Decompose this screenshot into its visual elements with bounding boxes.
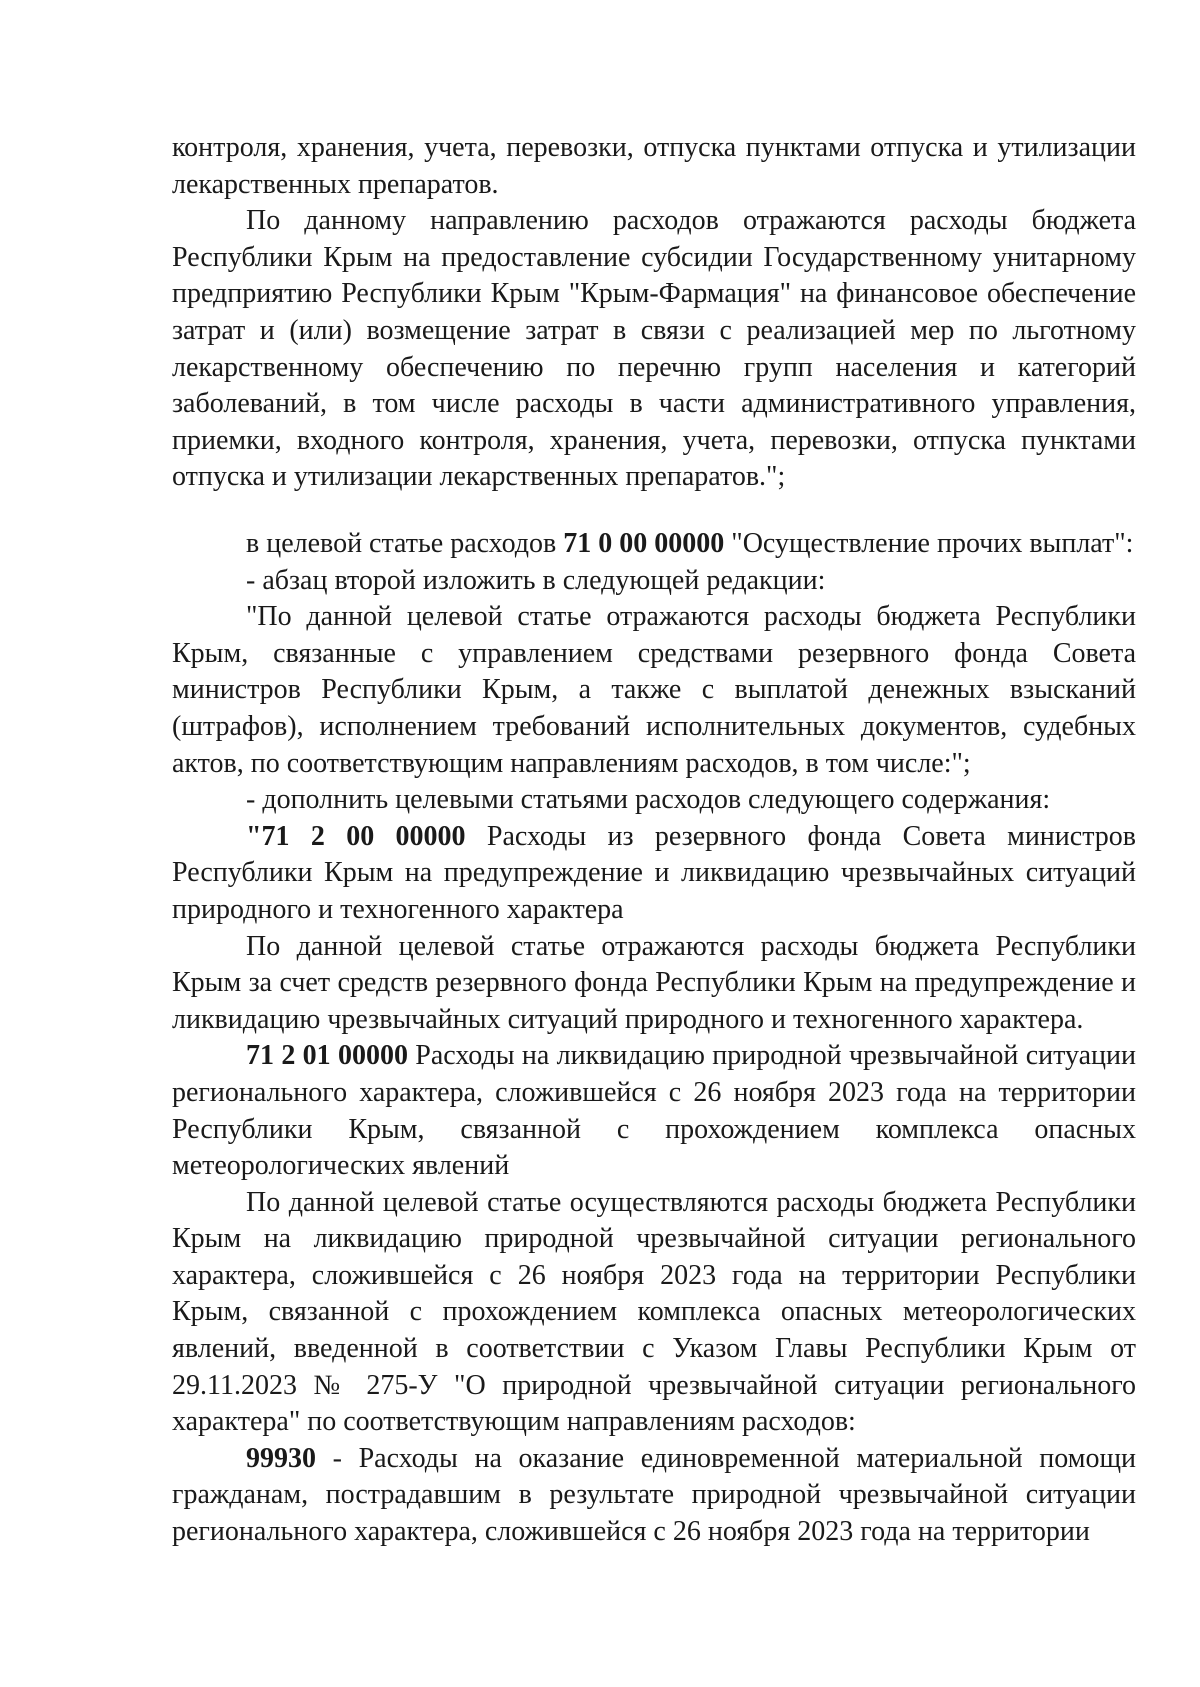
paragraph-text: в целевой статье расходов	[246, 528, 564, 559]
target-article-code: 71 0 00 00000	[563, 528, 725, 559]
paragraph: По данному направлению расходов отражаются расходы бюджета Республики Крым на предоставление субсидии Государственному унитарному предприятию Республики Крым "Крым-Фармация" на финансовое обеспечение затрат и (или) возмещение затрат в связи с реализацией мер по льготному лекарственному обеспечению по перечню групп населения и категорий заболеваний, в том числе расходы в части административного управления, приемки, входного контроля, хранения, учета, перевозки, отпуска пунктами отпуска и утилизации лекарственных препаратов.";	[172, 205, 1136, 493]
text-block-top	[172, 130, 1136, 496]
target-article-code: 71 2 01 00000	[246, 1040, 408, 1072]
paragraph-text: Расходы на ликвидацию природной чрезвычайной ситуации регионального характера, сложившейся с 26 ноября 2023 года на территории Республики Крым, связанной с прохождением комплекса опасных метеорологических явлений	[172, 1040, 1137, 1182]
paragraph: По данной целевой статье осуществляются расходы бюджета Республики Крым на ликвидацию природной чрезвычайной ситуации регионального характера, сложившейся с 26 ноября 2023 года на территории Республики Крым, связанной с прохождением комплекса опасных метеорологических явлений, введенной в соответствии с Указом Главы Республики Крым от 29.11.2023 № 275-У "О природной чрезвычайной ситуации регионального характера" по соответствующим направлениям расходов:	[172, 1186, 1136, 1438]
paragraph	[172, 1441, 1136, 1551]
paragraph: По данной целевой статье отражаются расходы бюджета Республики Крым за счет средств резервного фонда Республики Крым на предупреждение и ликвидацию чрезвычайных ситуаций природного и техногенного характера.	[172, 930, 1136, 1035]
paragraph	[172, 526, 1136, 563]
target-article-code: "71 2 00 00000	[246, 820, 466, 852]
paragraph-text: "Осуществление прочих выплат":	[724, 528, 1134, 559]
paragraph	[172, 1038, 1136, 1184]
paragraph: контроля, хранения, учета, перевозки, отпуска пунктами отпуска и утилизации лекарственных препаратов.	[172, 132, 1136, 200]
text-block-main	[172, 526, 1136, 1551]
paragraph: - дополнить целевыми статьями расходов следующего содержания:	[246, 784, 1051, 816]
paragraph-text: - Расходы на оказание единовременной материальной помощи гражданам, пострадавшим в результате природной чрезвычайной ситуации регионального характера, сложившейся с 26 ноября 2023 года на территории	[172, 1442, 1136, 1548]
paragraph	[172, 819, 1136, 929]
paragraph: "По данной целевой статье отражаются расходы бюджета Республики Крым, связанные с управлением средствами резервного фонда Совета министров Республики Крым, а также с выплатой денежных взысканий (штрафов), исполнением требований исполнительных документов, судебных актов, по соответствующим направлениям расходов, в том числе:";	[172, 601, 1136, 779]
paragraph: - абзац второй изложить в следующей редакции:	[246, 564, 826, 596]
paragraph-text: Расходы из резервного фонда Совета министров Республики Крым на предупреждение и ликвидацию чрезвычайных ситуаций природного и техногенного характера	[172, 820, 1136, 925]
expense-direction-code: 99930	[246, 1442, 316, 1474]
